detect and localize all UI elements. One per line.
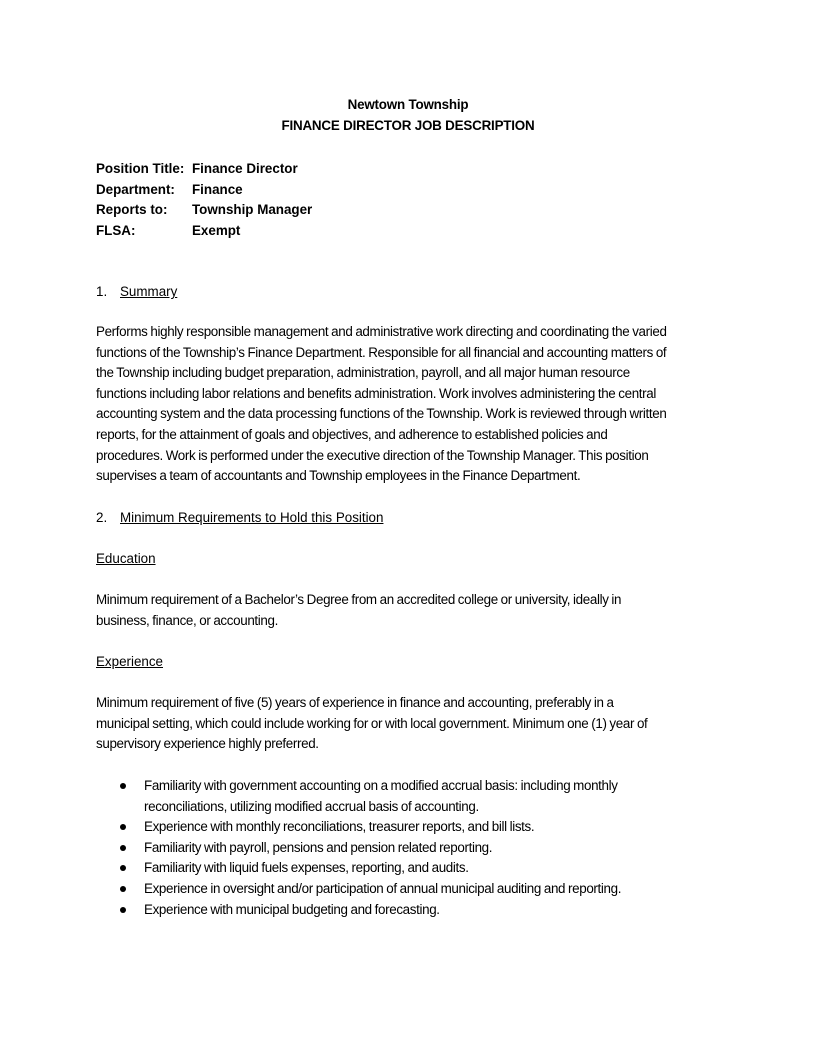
bullet-item: [120, 838, 740, 859]
department-label: Department:: [96, 181, 175, 197]
reports-to-label: Reports to:: [96, 202, 168, 218]
education-heading: Education: [96, 551, 156, 566]
requirements-heading: [96, 508, 383, 528]
experience-line: Minimum requirement of five (5) years of experience in finance and accounting, preferably in a: [96, 695, 614, 710]
experience-heading: Experience: [96, 654, 163, 669]
bullet-text: Experience with monthly reconciliations, treasurer reports, and bill lists.: [144, 819, 535, 835]
summary-paragraph: [96, 322, 724, 487]
bullet-item: [120, 900, 740, 921]
summary-line: functions including labor relations and benefits administration. Work involves administering the central: [96, 385, 657, 401]
education-line: business, finance, or accounting.: [96, 612, 278, 628]
reports-to-value: Township Manager: [192, 202, 313, 218]
position-title-value: Finance Director: [192, 161, 298, 176]
bullet-text: Familiarity with liquid fuels expenses, reporting, and audits.: [144, 860, 469, 876]
position-title-row: [96, 159, 312, 180]
bullet-icon: [120, 865, 126, 871]
reports-to-row: [96, 200, 312, 221]
summary-line: supervises a team of accountants and Township employees in the Finance Department.: [96, 468, 581, 484]
flsa-value: Exempt: [192, 222, 241, 238]
bullet-text: Experience with municipal budgeting and forecasting.: [144, 901, 440, 917]
summary-line: functions of the Township’s Finance Department. Responsible for all financial and accounting matters of: [96, 344, 667, 360]
experience-line: municipal setting, which could include working for or with local government. Minimum one (1) year of: [96, 715, 648, 731]
education-line: Minimum requirement of a Bachelor’s Degree from an accredited college or university, ideally in: [96, 592, 622, 607]
organization-name: Newtown Township: [347, 97, 469, 112]
bullet-item: [120, 817, 740, 838]
summary-line: reports, for the attainment of goals and objectives, and adherence to established policies and: [96, 426, 608, 442]
summary-heading: [96, 282, 177, 302]
summary-line: the Township including budget preparation, administration, payroll, and all major human resource: [96, 365, 630, 381]
summary-line: procedures. Work is performed under the executive direction of the Township Manager. This position: [96, 447, 649, 463]
experience-paragraph: [96, 693, 724, 755]
flsa-row: [96, 221, 312, 242]
bullet-text: Familiarity with payroll, pensions and pension related reporting.: [144, 839, 493, 855]
department-row: [96, 180, 312, 201]
requirements-number: 2.: [96, 510, 108, 525]
bullet-text: Familiarity with government accounting on a modified accrual basis: including monthly: [144, 778, 618, 793]
experience-bullet-list: [120, 776, 740, 920]
summary-number: 1.: [96, 284, 108, 299]
flsa-label: FLSA:: [96, 222, 136, 238]
document-title: FINANCE DIRECTOR JOB DESCRIPTION: [281, 118, 535, 133]
bullet-item: [120, 858, 740, 879]
summary-title: Summary: [120, 284, 178, 299]
bullet-text: Experience in oversight and/or participation of annual municipal auditing and reporting.: [144, 880, 622, 896]
position-title-label: Position Title:: [96, 161, 185, 176]
summary-line: accounting system and the data processing functions of the Township. Work is reviewed through written: [96, 406, 667, 422]
bullet-icon: [120, 886, 126, 892]
bullet-icon: [120, 824, 126, 830]
bullet-item: [120, 776, 740, 817]
bullet-icon: [120, 845, 126, 851]
bullet-item: [120, 879, 740, 900]
department-value: Finance: [192, 181, 243, 197]
summary-line: Performs highly responsible management and administrative work directing and coordinating the varied: [96, 324, 667, 339]
position-info: [96, 159, 312, 241]
experience-line: supervisory experience highly preferred.: [96, 736, 319, 752]
bullet-text: reconciliations, utilizing modified accrual basis of accounting.: [144, 798, 479, 814]
requirements-title: Minimum Requirements to Hold this Position: [120, 510, 384, 525]
education-paragraph: [96, 590, 724, 631]
bullet-icon: [120, 907, 126, 913]
bullet-icon: [120, 783, 126, 789]
